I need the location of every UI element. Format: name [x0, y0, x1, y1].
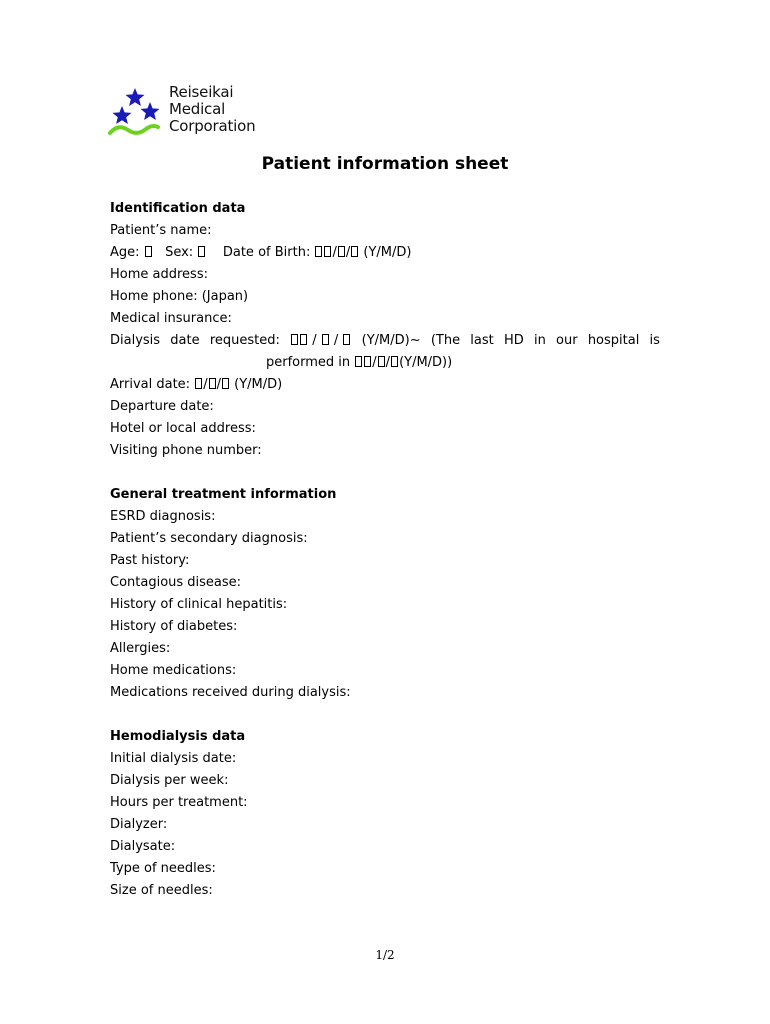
dialysis-format: (Y/M/D)~ — [361, 333, 421, 348]
dialysis-word: our — [556, 333, 578, 348]
performed-in-label: performed in — [266, 355, 351, 370]
dob-year-box — [315, 246, 322, 257]
logo-line-1: Reiseikai — [169, 83, 234, 101]
general-heading: General treatment information — [110, 487, 337, 502]
departure-date-field: Departure date: — [110, 399, 214, 414]
dob-month-box — [338, 246, 345, 257]
logo-star-right — [141, 102, 160, 120]
patient-name-field: Patient’s name: — [110, 223, 212, 238]
arrival-format: (Y/M/D) — [234, 377, 283, 392]
form-content — [110, 198, 660, 902]
hemodialysis-heading: Hemodialysis data — [110, 729, 246, 744]
identification-heading: Identification data — [110, 201, 246, 216]
hemodialysis-item: Hours per treatment: — [110, 795, 248, 810]
logo-wordmark — [169, 84, 255, 135]
company-logo — [108, 84, 278, 144]
hemodialysis-item: Size of needles: — [110, 883, 213, 898]
age-box — [145, 246, 152, 257]
home-phone-field: Home phone: (Japan) — [110, 289, 249, 304]
logo-wave — [110, 126, 158, 133]
general-item: Past history: — [110, 553, 190, 568]
age-sex-dob-row: Age: Sex: Date of Birth: / / (Y/M/D) — [110, 245, 412, 260]
hotel-address-field: Hotel or local address: — [110, 421, 256, 436]
general-item: Contagious disease: — [110, 575, 242, 590]
dialysis-word: date — [170, 333, 200, 348]
dialysis-word: last — [470, 333, 494, 348]
dialysis-word: in — [533, 333, 546, 348]
dialysis-word: hospital — [587, 333, 640, 348]
arrival-label: Arrival date: — [110, 377, 191, 392]
home-address-field: Home address: — [110, 267, 208, 282]
general-item: Allergies: — [110, 641, 171, 656]
hemodialysis-item: Initial dialysis date: — [110, 751, 237, 766]
sex-box — [198, 246, 205, 257]
dialysis-word: (The — [430, 333, 461, 348]
hemodialysis-item: Dialyzer: — [110, 817, 168, 832]
general-item: Home medications: — [110, 663, 237, 678]
dob-label: Date of Birth: — [222, 245, 311, 260]
dob-format: (Y/M/D) — [363, 245, 412, 260]
general-item: ESRD diagnosis: — [110, 509, 216, 524]
general-item: History of clinical hepatitis: — [110, 597, 288, 612]
general-item: Medications received during dialysis: — [110, 685, 351, 700]
page-title: Patient information sheet — [261, 154, 509, 174]
dialysis-date-row — [110, 330, 660, 352]
dob-year-box — [324, 246, 331, 257]
dialysis-word: is — [649, 333, 660, 348]
logo-line-3: Corporation — [169, 117, 256, 135]
hemodialysis-item: Type of needles: — [110, 861, 216, 876]
hemodialysis-item: Dialysate: — [110, 839, 176, 854]
performed-format: (Y/M/D)) — [399, 355, 453, 370]
sex-label: Sex: — [165, 245, 194, 260]
visiting-phone-field: Visiting phone number: — [110, 443, 262, 458]
page-number: 1/2 — [375, 948, 395, 962]
logo-line-2: Medical — [169, 100, 226, 118]
age-label: Age: — [110, 245, 140, 260]
dob-day-box — [351, 246, 358, 257]
general-item: Patient’s secondary diagnosis: — [110, 531, 308, 546]
dialysis-word: HD — [503, 333, 524, 348]
arrival-date-row: Arrival date: / / (Y/M/D) — [110, 377, 283, 392]
dialysis-date-boxes: / / — [290, 330, 351, 352]
logo-stars-icon — [108, 84, 168, 144]
hemodialysis-item: Dialysis per week: — [110, 773, 229, 788]
logo-star-top — [126, 88, 145, 106]
dialysis-word: Dialysis — [110, 333, 161, 348]
dialysis-word: requested: — [209, 333, 280, 348]
logo-star-left — [113, 106, 132, 124]
performed-in-row: performed in / / (Y/M/D)) — [266, 355, 453, 370]
general-item: History of diabetes: — [110, 619, 238, 634]
medical-insurance-field: Medical insurance: — [110, 311, 232, 326]
